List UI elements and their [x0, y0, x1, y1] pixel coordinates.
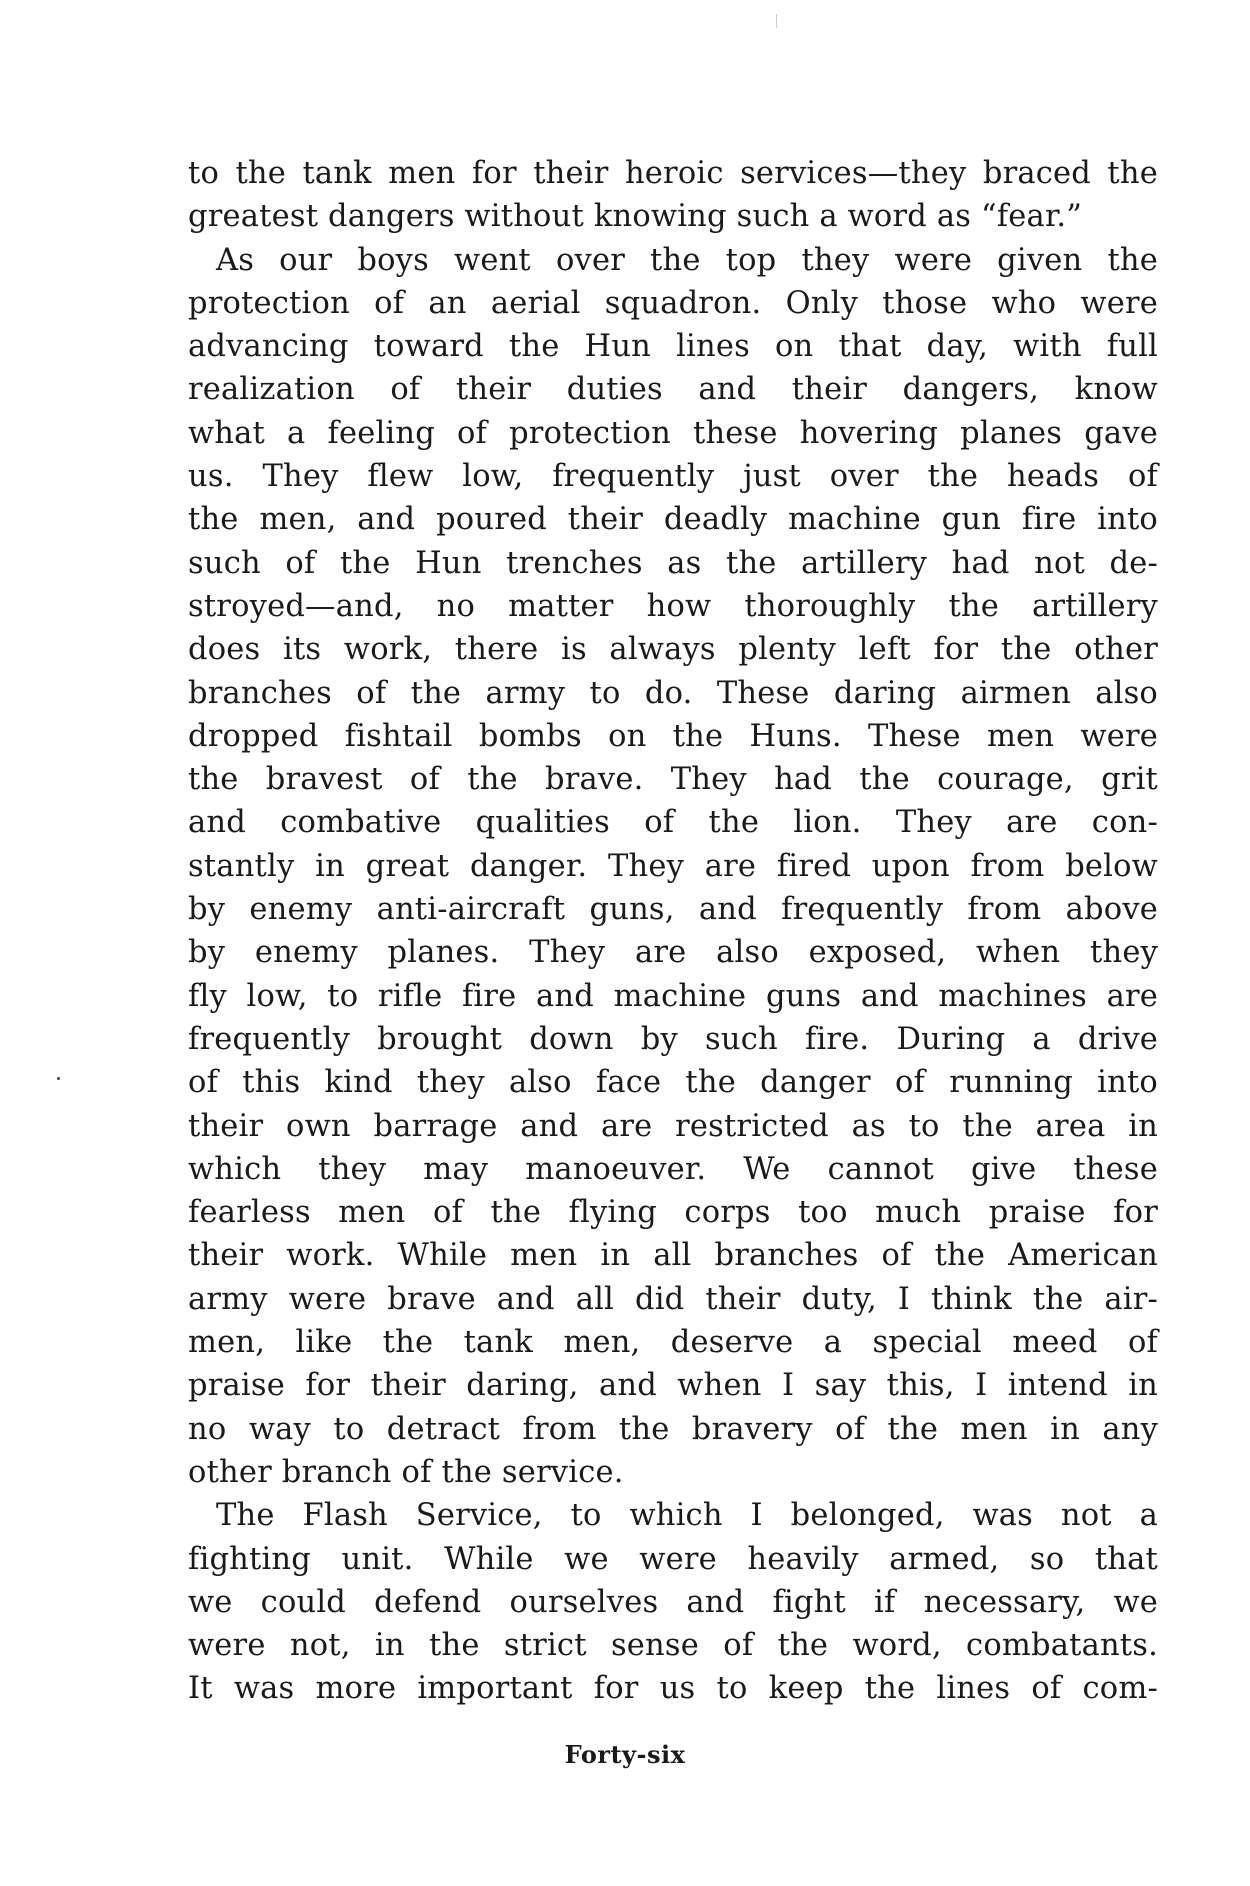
text-line: protection of an aerial squadron. Only those who were [188, 285, 1158, 321]
text-line: other branch of the service. [188, 1454, 624, 1490]
text-line: frequently brought down by such fire. During a drive [188, 1021, 1158, 1057]
text-line: praise for their daring, and when I say this, I intend in [188, 1368, 1158, 1404]
text-line: realization of their duties and their dangers, know [188, 372, 1158, 408]
text-line: fearless men of the flying corps too much praise for [188, 1195, 1158, 1231]
text-line: such of the Hun trenches as the artillery had not de- [188, 545, 1158, 581]
text-line: their own barrage and are restricted as to the area in [188, 1108, 1158, 1144]
text-line: and combative qualities of the lion. They are con- [188, 805, 1158, 841]
text-line: dropped fishtail bombs on the Huns. These men were [188, 718, 1158, 754]
text-line: fly low, to rifle fire and machine guns and machines are [188, 978, 1158, 1014]
text-line: men, like the tank men, deserve a special meed of [188, 1325, 1158, 1361]
text-line: As our boys went over the top they were given the [216, 242, 1158, 278]
text-line: no way to detract from the bravery of the men in any [188, 1411, 1158, 1447]
scan-mark [776, 14, 777, 28]
text-line: greatest dangers without knowing such a word as “fear.” [188, 199, 1083, 235]
text-line: does its work, there is always plenty left for the other [188, 632, 1158, 668]
page-number: Forty-six [564, 1740, 686, 1769]
text-line: branches of the army to do. These daring airmen also [188, 675, 1158, 711]
text-line: of this kind they also face the danger of running into [188, 1065, 1158, 1101]
text-line: what a feeling of protection these hovering planes gave [188, 415, 1158, 451]
text-line: fighting unit. While we were heavily armed, so that [188, 1541, 1158, 1577]
text-line: us. They flew low, frequently just over the heads of [188, 459, 1158, 495]
text-line: to the tank men for their heroic services—they braced the [188, 156, 1158, 191]
text-line: their work. While men in all branches of the American [188, 1238, 1158, 1274]
text-line: the bravest of the brave. They had the courage, grit [188, 762, 1158, 798]
text-line: which they may manoeuver. We cannot give these [188, 1151, 1158, 1187]
text-line: advancing toward the Hun lines on that day, with full [188, 329, 1158, 365]
scan-speck [57, 1077, 60, 1080]
text-line: stantly in great danger. They are fired upon from below [188, 848, 1158, 884]
text-line: The Flash Service, to which I belonged, was not a [216, 1498, 1158, 1534]
text-line: were not, in the strict sense of the word, combatants. [188, 1628, 1158, 1664]
text-line: army were brave and all did their duty, I think the air- [188, 1281, 1158, 1317]
body-text [188, 152, 1158, 1711]
text-line: It was more important for us to keep the lines of com- [188, 1671, 1158, 1707]
text-line: the men, and poured their deadly machine gun fire into [188, 502, 1158, 538]
text-line: by enemy anti-aircraft guns, and frequently from above [188, 892, 1158, 928]
text-line: we could defend ourselves and fight if necessary, we [188, 1584, 1158, 1620]
text-line: by enemy planes. They are also exposed, when they [188, 935, 1158, 971]
text-line: stroyed—and, no matter how thoroughly the artillery [188, 588, 1158, 624]
